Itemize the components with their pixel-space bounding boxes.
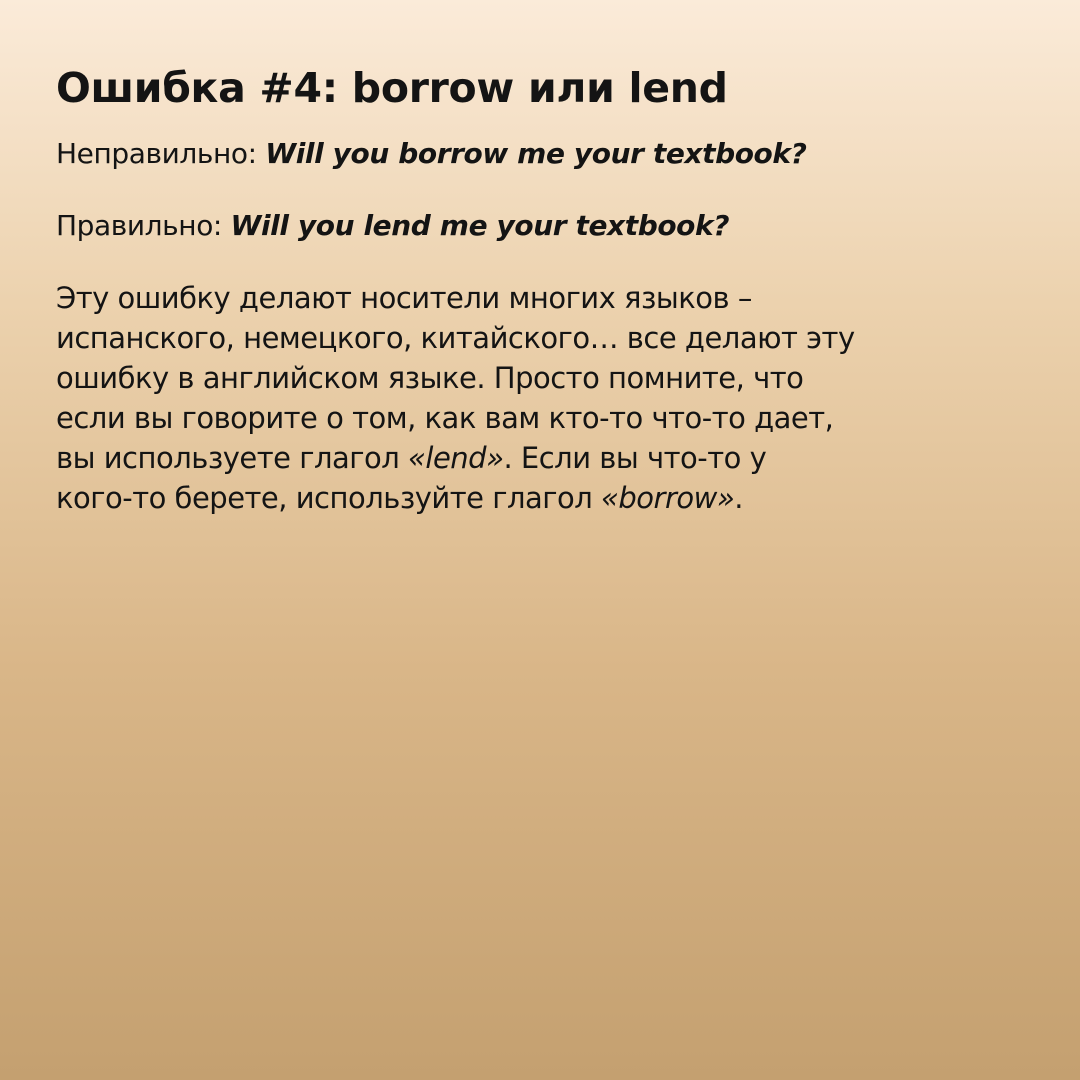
explanation-paragraph bbox=[56, 278, 1016, 518]
term-borrow: «borrow» bbox=[600, 481, 735, 515]
wrong-label: Неправильно: bbox=[56, 137, 257, 170]
right-label: Правильно: bbox=[56, 209, 222, 242]
page-title: Ошибка #4: borrow или lend bbox=[56, 64, 728, 112]
explanation-line-6 bbox=[56, 478, 1016, 518]
right-example bbox=[56, 206, 1016, 246]
right-sentence: Will you lend me your textbook? bbox=[230, 209, 730, 242]
wrong-example bbox=[56, 134, 1016, 174]
explanation-line-6-start: кого-то берете, используйте глагол bbox=[56, 481, 593, 515]
content-card bbox=[56, 62, 1016, 518]
explanation-line-6-end: . bbox=[734, 481, 743, 515]
explanation-line-3: ошибку в английском языке. Просто помните, что bbox=[56, 361, 804, 395]
explanation-line-1: Эту ошибку делают носители многих языков – bbox=[56, 281, 752, 315]
wrong-sentence: Will you borrow me your textbook? bbox=[265, 137, 807, 170]
explanation-line-5-end: . Если вы что-то у bbox=[503, 441, 767, 475]
explanation-line-5-start: вы используете глагол bbox=[56, 441, 400, 475]
term-lend: «lend» bbox=[407, 441, 504, 475]
explanation-line-2: испанского, немецкого, китайского… все делают эту bbox=[56, 321, 855, 355]
explanation-line-4: если вы говорите о том, как вам кто-то что-то дает, bbox=[56, 401, 834, 435]
explanation-line-5 bbox=[56, 438, 1016, 478]
